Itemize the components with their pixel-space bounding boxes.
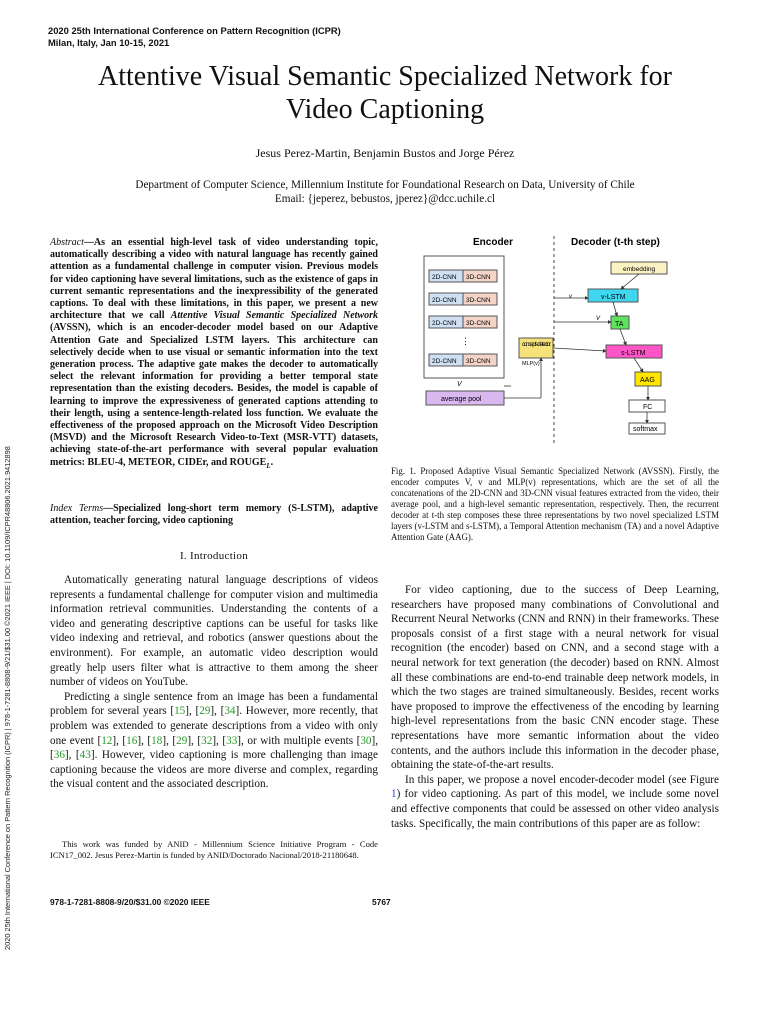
- cnn3d-label: 3D-CNN: [466, 320, 491, 327]
- page-number: 5767: [372, 897, 391, 907]
- section-heading-introduction: I. Introduction: [179, 550, 249, 562]
- cnn2d-label: 2D-CNN: [432, 358, 457, 365]
- citation-32[interactable]: 32: [201, 734, 213, 747]
- abstract-label: Abstract: [50, 237, 84, 248]
- citation-43[interactable]: 43: [79, 749, 91, 762]
- figure-caption: Fig. 1. Proposed Adaptive Visual Semantic Specialized Network (AVSSN). Firstly, the encoder computes V, v and MLP(v) representations, which are the set of all the concatenations of the 2D-CNN and 3D-CNN visual features extracted from the video, their average pool, and a high-level semantic representation, respectively. Then, the recurrent decoder at t-th step composes these three representations by two novel specialized LSTM layers (v-LSTM and s-LSTM), a Temporal Attention mechanism (TA) and a novel Adaptive Attention Gate (AAG).: [391, 466, 719, 542]
- citation-34[interactable]: 34: [224, 705, 236, 718]
- introduction-text: [50, 573, 378, 792]
- citation-29b[interactable]: 29: [176, 734, 188, 747]
- cnn-row-2: [429, 293, 497, 305]
- rouge-subscript: L: [266, 461, 271, 470]
- citation-16[interactable]: 16: [126, 734, 138, 747]
- ta-label: TA: [615, 321, 624, 328]
- ellipsis: ⋮: [461, 336, 470, 346]
- V-input-label: V: [596, 316, 601, 322]
- citation-30[interactable]: 30: [360, 734, 372, 747]
- fc-label: FC: [643, 404, 653, 411]
- cnn3d-label: 3D-CNN: [466, 358, 491, 365]
- cnn-row-3: [429, 316, 497, 328]
- intro-p2-b: However, more recently, that problem was extended to generate descriptions from a video with only one event [: [50, 705, 378, 747]
- doi-sidebar: 2020 25th International Conference on Pattern Recognition (ICPR) | 978-1-7281-8808-9/21/$31.00 ©2021 IEEE | DOI: 10.1109/ICPR48806.2021.9412898: [3, 446, 12, 950]
- cnn2d-label: 2D-CNN: [432, 320, 457, 327]
- conference-location: Milan, Italy, Jan 10-15, 2021: [48, 37, 170, 48]
- mlp-label: MLP(v): [522, 361, 540, 367]
- abstract-end: .: [270, 456, 274, 468]
- right-column-text: [391, 583, 719, 831]
- authors: Jesus Perez-Martin, Benjamin Bustos and Jorge Pérez: [255, 146, 515, 160]
- citation-15[interactable]: 15: [174, 705, 186, 718]
- cnn2d-label: 2D-CNN: [432, 297, 457, 304]
- footer-isbn: 978-1-7281-8808-9/20/$31.00 ©2020 IEEE: [50, 897, 210, 907]
- concepts-detector-label: concepts detector: [522, 341, 551, 348]
- index-terms-label: Index Terms: [50, 503, 104, 514]
- title-line-1: Attentive Visual Semantic Specialized Network for: [98, 61, 672, 92]
- model-name: Attentive Visual Semantic Specialized Network: [170, 310, 378, 322]
- abstract-text-2: (AVSSN), which is an encoder-decoder model based on our Adaptive Attention Gate and Specialized LSTM layers. This architecture can selectively decide when to use visual or semantic information into the text generation process. The adaptive gate makes the decoder to automatically select the relevant information for providing a better temporal state representation than the existing decoders. Besides, the model is capable of learning to improve the expressiveness of generated captions attending to their length, using a sentence-length-related loss function. We evaluate the effectiveness of the proposed approach on the Microsoft Video Description (MSVD) and the Microsoft Research Video-to-Text (MSR-VTT) datasets, achieving state-of-the-art performance with several popular evaluation metrics: BLEU-4, METEOR, CIDEr, and ROUGE: [50, 322, 378, 468]
- encoder-label: Encoder: [473, 237, 514, 248]
- index-terms-text: —Specialized long-short term memory (S-LSTM), adaptive attention, teacher forcing, video captioning: [50, 503, 378, 527]
- title-line-2: Video Captioning: [285, 94, 485, 125]
- citation-18[interactable]: 18: [151, 734, 163, 747]
- intro-paragraph-1: Automatically generating natural language descriptions of videos represents a fundamental challenge for computer vision and multimedia information retrieval communities. Understanding the contents of a video and generating descriptive captions can be useful for tasks like video indexing and retrieval, and robotics (answer questions about the environment). For example, an automatic video description would greatly help users filter what is attractive to them among the sheer number of videos on YouTube.: [50, 574, 378, 689]
- intro-p2-c: However, video captioning is more challenging than image captioning because the videos are more diverse and complex, regarding the visual content and the associated description.: [50, 749, 378, 791]
- conference-name: 2020 25th International Conference on Pattern Recognition (ICPR): [48, 25, 341, 36]
- intro-paragraph-2: Predicting a single sentence from an image has been a fundamental problem for several years [15], [29], [34]. However, more recently, that problem was extended to generate descriptions from a video with only one event [12], [16], [18], [29], [32], [33], or with multiple events [30], [36], [43]. However, video captioning is more challenging than image captioning because the videos are more diverse and complex, regarding the visual content and the associated description.: [50, 690, 379, 791]
- softmax-label: softmax: [633, 426, 658, 433]
- conference-header: [48, 25, 341, 49]
- cnn-row-1: [429, 270, 497, 282]
- affiliation: Department of Computer Science, Millennium Institute for Foundational Research on Data, University of Chile: [135, 179, 635, 191]
- affiliation-block: [40, 178, 730, 206]
- s-lstm-label: s-LSTM: [621, 350, 646, 357]
- right-p2-b: ) for video captioning. As part of this model, we include some novel and effective components that could be assessed on other video analysis tasks. Specifically, the main contributions of this paper are as follow:: [391, 788, 719, 830]
- decoder-label: Decoder (t-th step): [571, 237, 660, 248]
- cnn3d-label: 3D-CNN: [466, 297, 491, 304]
- architecture-diagram: [391, 228, 721, 450]
- email: Email: {jeperez, bebustos, jperez}@dcc.uchile.cl: [274, 193, 496, 205]
- V-label: V: [457, 381, 462, 388]
- abstract: [50, 237, 378, 472]
- average-pool-label: average pool: [441, 396, 482, 403]
- citation-33[interactable]: 33: [226, 734, 238, 747]
- right-p2-a: In this paper, we propose a novel encoder-decoder model (see Figure: [405, 773, 719, 786]
- v-lstm-label: v-LSTM: [601, 294, 626, 301]
- right-paragraph-2: [391, 773, 719, 831]
- citation-12[interactable]: 12: [101, 734, 113, 747]
- intro-p2-a: Predicting a single sentence from an image has been a fundamental problem for several years [: [50, 690, 378, 718]
- right-paragraph-1: For video captioning, due to the success of Deep Learning, researchers have proposed many combinations of Convolutional and Recurrent Neural Networks (CNN and RNN) in their frameworks. These proposals consist of a first stage with a neural network for visual recognition (the encoder) based on CNN, and a second stage with a neural network for text generation (the decoder) based on RNN. Almost all these combinations are end-to-end trainable deep network models, in which the two stages are trained simultaneously. Besides, recent works have proposed to improve the effectiveness of the encoding by learning high-level representations from the basic CNN encoder stage. These representations have more semantic information about the video contents, and the authors include this information in the decoder phase, obtaining the state-of-the-art results.: [391, 584, 719, 772]
- index-terms: [50, 503, 378, 527]
- citation-29[interactable]: 29: [199, 705, 211, 718]
- embedding-label: embedding: [623, 266, 656, 273]
- paper-title: [40, 60, 730, 126]
- figure-ref-link[interactable]: 1: [391, 788, 397, 801]
- v-input-label: v: [569, 294, 572, 300]
- abstract-text-1: —As an essential high-level task of video understanding topic, automatically describing a video with natural language has recently gained attention as a fundamental challenge in computer vision. Previous models for video captioning have several limitations, such as the existence of gaps in current semantic representations and the inexpressibility of the generated captions. To deal with these limitations, in this paper, we present a new architecture that we call: [50, 237, 378, 322]
- aag-label: AAG: [640, 377, 655, 384]
- cnn-row-4: [429, 354, 497, 366]
- cnn2d-label: 2D-CNN: [432, 274, 457, 281]
- cnn3d-label: 3D-CNN: [466, 274, 491, 281]
- citation-36[interactable]: 36: [53, 749, 65, 762]
- funding-footnote: This work was funded by ANID - Millennium Science Initiative Program - Code ICN17_002. Jesus Perez-Martin is funded by ANID/Doctorado Nacional/2018-21180648.: [50, 839, 378, 860]
